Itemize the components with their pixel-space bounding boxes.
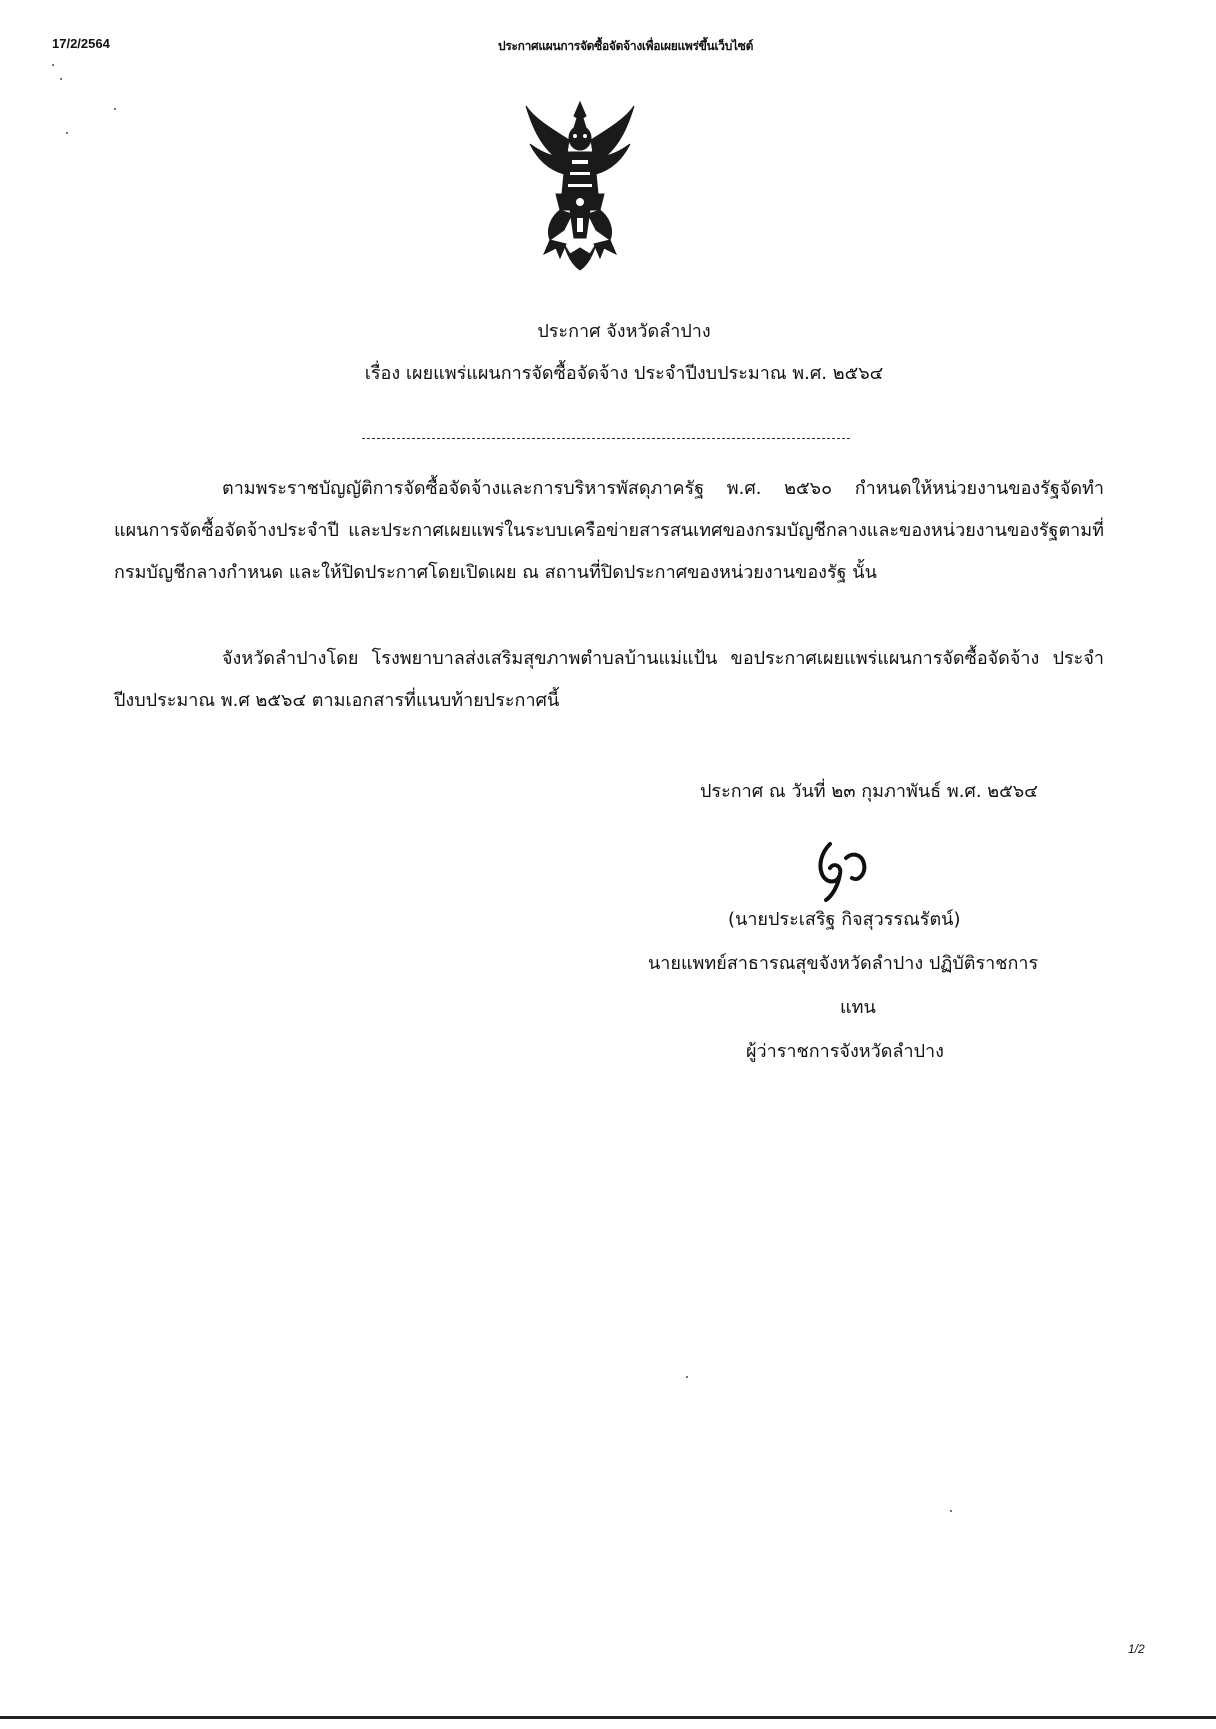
announcement-subject: เรื่อง เผยแพร่แผนการจัดซื้อจัดจ้าง ประจำปีงบประมาณ พ.ศ. ๒๕๖๔ <box>364 363 884 384</box>
governor-title: ผู้ว่าราชการจังหวัดลำปาง <box>746 1041 944 1062</box>
announcement-heading: ประกาศ จังหวัดลำปาง <box>537 321 711 342</box>
bottom-edge <box>0 1716 1216 1719</box>
print-date: 17/2/2564 <box>52 36 110 51</box>
on-behalf-label: แทน <box>840 997 876 1018</box>
signer-title: นายแพทย์สาธารณสุขจังหวัดลำปาง ปฏิบัติราชการ <box>648 953 1039 974</box>
scan-speck <box>686 1376 688 1378</box>
body-paragraph-2: จังหวัดลำปางโดย โรงพยาบาลส่งเสริมสุขภาพตำบลบ้านแม่แป้น ขอประกาศเผยแพร่แผนการจัดซื้อจัดจ้าง ประจำปีงบประมาณ พ.ศ ๒๕๖๔ ตามเอกสารที่แนบท้ายประกาศนี้ <box>114 648 1104 711</box>
issue-date: ประกาศ ณ วันที่ ๒๓ กุมภาพันธ์ พ.ศ. ๒๕๖๔ <box>700 781 1038 802</box>
scan-speck <box>60 78 62 80</box>
signer-name: (นายประเสริฐ กิจสุวรรณรัตน์) <box>728 909 961 930</box>
divider <box>362 438 850 439</box>
scan-speck <box>66 132 68 134</box>
garuda-emblem-icon <box>520 98 640 278</box>
scan-speck <box>950 1510 952 1512</box>
body-paragraph-1: ตามพระราชบัญญัติการจัดซื้อจัดจ้างและการบริหารพัสดุภาครัฐ พ.ศ. ๒๕๖๐ กำหนดให้หน่วยงานของรัฐจัดทำแผนการจัดซื้อจัดจ้างประจำปี และประกาศเผยแพร่ในระบบเครือข่ายสารสนเทศของกรมบัญชีกลางและของหน่วยงานของรัฐตามที่กรมบัญชีกลางกำหนด และให้ปิดประกาศโดยเปิดเผย ณ สถานที่ปิดประกาศของหน่วยงานของรัฐ นั้น <box>114 478 1104 583</box>
handwritten-signature-icon <box>808 838 878 904</box>
page-number: 1/2 <box>1128 1642 1145 1656</box>
document-header-title: ประกาศแผนการจัดซื้อจัดจ้างเพื่อเผยแพร่ขึ้นเว็บไซต์ <box>498 39 754 53</box>
scan-speck <box>114 108 116 110</box>
scan-speck <box>52 64 54 66</box>
